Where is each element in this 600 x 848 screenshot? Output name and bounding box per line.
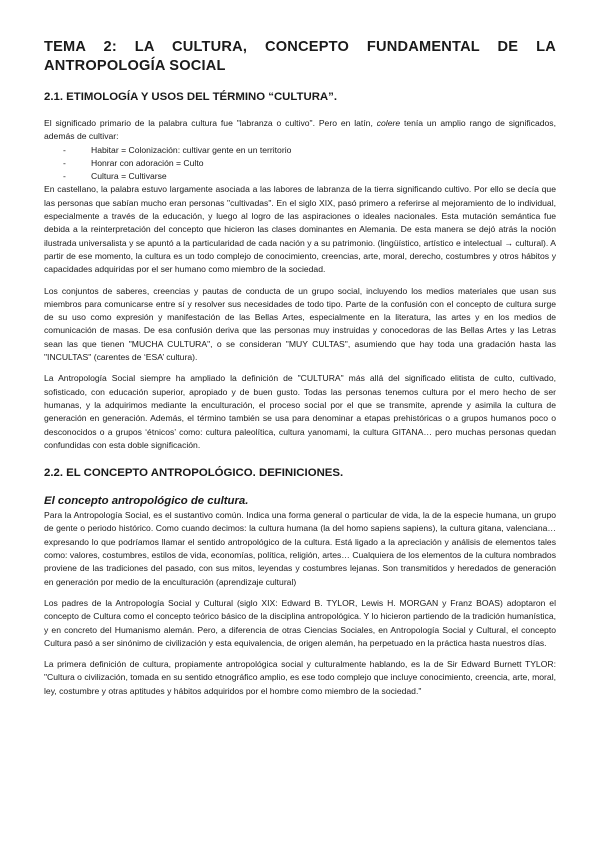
- list-item: - Cultura = Cultivarse: [63, 170, 556, 183]
- section-1-heading: 2.1. ETIMOLOGÍA Y USOS DEL TÉRMINO “CULTURA”.: [44, 91, 338, 103]
- section-2-paragraph-3: La primera definición de cultura, propiamente antropológica social y culturalmente hablando, es la de Sir Edward Burnett TYLOR: "Cultura o civilización, tomada en su sentido etnográfico amplio, es ese todo complejo que incluye conocimiento, creencia, arte, moral, ley, costumbre y otras aptitudes y hábitos adquiridos por el hombre como miembro de la sociedad.": [44, 659, 556, 696]
- section-1-intro: [44, 117, 556, 144]
- intro-text-after: tenía un amplio rango de significados, además de cultivar:: [44, 118, 556, 142]
- section-2-paragraph-2: Los padres de la Antropología Social y Cultural (siglo XIX: Edward B. TYLOR, Lewis H. MORGAN y Franz BOAS) adoptaron el concepto de Cultura como el concepto teórico básico de la disciplina antropológica. Y lo hicieron partiendo de la tradición humanística, y en concreto del Humanismo alemán. Pero, a diferencia de otras Ciencias Sociales, en Antropología Social y Cultural, el concepto Cultura pasó a ser sinónimo de civilización y esta equivalencia, de origen alemán, ha perpetuado en la práctica hasta nuestros días.: [44, 597, 556, 648]
- section-2-paragraph-1: Para la Antropología Social, es el sustantivo común. Indica una forma general o particular de vida, la de la especie humana, un grupo de gente o periodo histórico. Como cuando decimos: la cultura humana (la del homo sapiens sapiens), la cultura gitana, valenciana… expresando lo que podríamos llamar el sentido antropológico de la cultura. Está ligado a la apreciación y análisis de elementos tales como: valores, costumbres, estilos de vida, economías, política, religión, artes… Cualquiera de los elementos de la cultura nombrados proviene de las tradiciones del pasado, con sus mitos, leyendas y costumbres lejanas. Son transmitidos y heredados de generación en generación por medio de la enculturación (aprendizaje cultural): [44, 510, 556, 587]
- section-1-paragraph-2: Los conjuntos de saberes, creencias y pautas de conducta de un grupo social, incluyendo los medios materiales que usan sus miembros para comunicarse entre sí y resolver sus necesidades de todo tipo. Parte de la confusión con el concepto de cultura surge de su uso como expresión y manifestación de las Bellas Artes, especialmente en la literatura, las artes y en los medios de comunicación de masas. De esa confusión deriva que las personas muy instruidas y conocedoras de las Bellas Artes y las Letras sean las que tienen "MUCHA CULTURA", o se consideran "MUY CULTAS", asumiendo que hay toda una gradación hasta las "INCULTAS" (carentes de ‘ESA’ cultura).: [44, 285, 556, 363]
- section-2-subheading: El concepto antropológico de cultura.: [44, 495, 249, 508]
- meanings-list: [44, 144, 556, 184]
- section-1-paragraph-1: En castellano, la palabra estuvo largamente asociada a las labores de labranza de la tierra significando cultivo. Por ello se decía que las personas que sabían mucho eran personas "cultivadas". En el siglo XIX, pasó primero a referirse al mejoramiento de lo individual, especialmente a través de la educación, y luego al logro de las aspiraciones o ideales nacionales. Esta mutación semántica fue debida a la reinterpretación del concepto que hicieron las clases dominantes en Alemania. De esta manera se dejó atrás la noción ilustrada universalista y se apuntó a la particularidad de cada nación y a su patrimonio. (lingüístico, artístico e intelectual → cultural). A partir de ese momento, la cultura es un todo complejo de conocimiento, creencias, arte, moral, derecho, costumbres y otros hábitos y capacidades adquiridas por el ser humano como miembro de la sociedad.: [44, 184, 556, 275]
- section-1-paragraph-3: La Antropología Social siempre ha ampliado la definición de "CULTURA" más allá del significado elitista de culto, cultivado, sofisticado, con educación superior, apropiado y de buen gusto. Todas las personas tenemos cultura por el mero hecho de ser humanas, y la adquirimos mediante la enculturación, el proceso social por el que se transmite, aprende y asimila la cultura de generación en generación. Además, el término también se usa para denominar a etapas prehistóricas o a grupos humanos poco o desconocidos o a grupos ‘étnicos’ como: cultura paleolítica, cultura yanomami, la cultura GITANA… pero muchas personas quedan confundidas con esta doble significación.: [44, 373, 556, 450]
- intro-italic-word: colere: [376, 118, 401, 128]
- document-title: TEMA 2: LA CULTURA, CONCEPTO FUNDAMENTAL DE LA ANTROPOLOGÍA SOCIAL: [44, 39, 556, 74]
- section-2-heading: 2.2. EL CONCEPTO ANTROPOLÓGICO. DEFINICIONES.: [44, 467, 344, 480]
- list-item: - Honrar con adoración = Culto: [63, 157, 556, 170]
- list-item: - Habitar = Colonización: cultivar gente en un territorio: [63, 144, 556, 157]
- intro-text-before: El significado primario de la palabra cultura fue "labranza o cultivo". Pero en latín,: [44, 118, 377, 128]
